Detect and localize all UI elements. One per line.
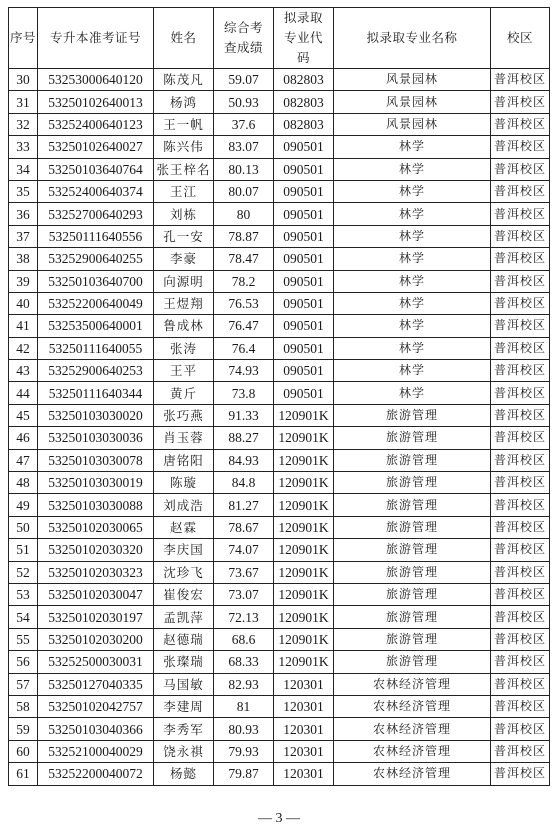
cell-seq: 60 [9, 740, 38, 762]
cell-exam-number: 53250111640556 [38, 225, 154, 247]
cell-seq: 54 [9, 606, 38, 628]
cell-name: 张巧燕 [154, 404, 214, 426]
table-row [9, 136, 550, 158]
cell-major-code: 120901K [274, 472, 334, 494]
header-score [214, 8, 274, 69]
cell-name: 陈茂凡 [154, 69, 214, 91]
cell-major-code: 120901K [274, 449, 334, 471]
header-campus: 校区 [491, 8, 550, 69]
cell-name: 张璨瑞 [154, 651, 214, 673]
cell-major-code: 090501 [274, 270, 334, 292]
table-row [9, 315, 550, 337]
cell-score: 78.67 [214, 516, 274, 538]
table-row [9, 404, 550, 426]
cell-score: 84.8 [214, 472, 274, 494]
cell-campus: 普洱校区 [491, 427, 550, 449]
cell-name: 马国敏 [154, 673, 214, 695]
cell-score: 68.6 [214, 628, 274, 650]
cell-seq: 32 [9, 113, 38, 135]
cell-major-name: 旅游管理 [334, 516, 491, 538]
cell-major-code: 120901K [274, 651, 334, 673]
table-row [9, 606, 550, 628]
cell-exam-number: 53252500030031 [38, 651, 154, 673]
cell-exam-number: 53252200640049 [38, 292, 154, 314]
cell-seq: 58 [9, 695, 38, 717]
cell-name: 陈兴伟 [154, 136, 214, 158]
cell-campus: 普洱校区 [491, 203, 550, 225]
cell-major-name: 林学 [334, 225, 491, 247]
cell-major-code: 120301 [274, 718, 334, 740]
table-row [9, 472, 550, 494]
cell-exam-number: 53252400640123 [38, 113, 154, 135]
cell-campus: 普洱校区 [491, 69, 550, 91]
cell-campus: 普洱校区 [491, 673, 550, 695]
cell-seq: 43 [9, 360, 38, 382]
cell-name: 王江 [154, 180, 214, 202]
cell-exam-number: 53250111640055 [38, 337, 154, 359]
cell-major-name: 旅游管理 [334, 472, 491, 494]
cell-major-code: 090501 [274, 180, 334, 202]
cell-name: 黄斤 [154, 382, 214, 404]
cell-name: 孔一安 [154, 225, 214, 247]
table-row [9, 583, 550, 605]
cell-score: 80.07 [214, 180, 274, 202]
header-major-code [274, 8, 334, 69]
cell-major-code: 090501 [274, 248, 334, 270]
cell-score: 76.53 [214, 292, 274, 314]
cell-exam-number: 53250103040366 [38, 718, 154, 740]
cell-seq: 37 [9, 225, 38, 247]
cell-exam-number: 53250103640700 [38, 270, 154, 292]
cell-exam-number: 53250127040335 [38, 673, 154, 695]
cell-seq: 33 [9, 136, 38, 158]
cell-seq: 55 [9, 628, 38, 650]
cell-seq: 41 [9, 315, 38, 337]
cell-score: 73.07 [214, 583, 274, 605]
cell-score: 59.07 [214, 69, 274, 91]
cell-seq: 35 [9, 180, 38, 202]
cell-major-code: 090501 [274, 203, 334, 225]
cell-major-name: 林学 [334, 136, 491, 158]
cell-campus: 普洱校区 [491, 740, 550, 762]
cell-score: 78.2 [214, 270, 274, 292]
cell-campus: 普洱校区 [491, 472, 550, 494]
cell-campus: 普洱校区 [491, 292, 550, 314]
cell-seq: 39 [9, 270, 38, 292]
cell-seq: 30 [9, 69, 38, 91]
cell-major-code: 120901K [274, 427, 334, 449]
cell-campus: 普洱校区 [491, 695, 550, 717]
cell-major-name: 风景园林 [334, 69, 491, 91]
cell-name: 刘栋 [154, 203, 214, 225]
cell-major-name: 农林经济管理 [334, 740, 491, 762]
cell-score: 79.93 [214, 740, 274, 762]
cell-major-code: 120901K [274, 606, 334, 628]
cell-name: 向源明 [154, 270, 214, 292]
cell-name: 张涛 [154, 337, 214, 359]
cell-exam-number: 53250103030088 [38, 494, 154, 516]
cell-major-code: 120901K [274, 583, 334, 605]
cell-name: 王平 [154, 360, 214, 382]
cell-major-name: 旅游管理 [334, 539, 491, 561]
table-row [9, 494, 550, 516]
cell-major-name: 林学 [334, 382, 491, 404]
cell-exam-number: 53252200040072 [38, 763, 154, 785]
cell-campus: 普洱校区 [491, 382, 550, 404]
cell-campus: 普洱校区 [491, 763, 550, 785]
cell-campus: 普洱校区 [491, 337, 550, 359]
cell-major-code: 090501 [274, 337, 334, 359]
table-row [9, 382, 550, 404]
cell-seq: 61 [9, 763, 38, 785]
cell-campus: 普洱校区 [491, 91, 550, 113]
cell-name: 肖玉蓉 [154, 427, 214, 449]
cell-major-code: 120901K [274, 628, 334, 650]
cell-name: 李豪 [154, 248, 214, 270]
table-row [9, 718, 550, 740]
cell-major-name: 林学 [334, 180, 491, 202]
cell-major-code: 090501 [274, 360, 334, 382]
cell-major-name: 林学 [334, 248, 491, 270]
cell-seq: 38 [9, 248, 38, 270]
cell-seq: 36 [9, 203, 38, 225]
cell-score: 80.13 [214, 158, 274, 180]
cell-seq: 34 [9, 158, 38, 180]
table-row [9, 516, 550, 538]
cell-seq: 42 [9, 337, 38, 359]
cell-major-code: 090501 [274, 136, 334, 158]
cell-seq: 44 [9, 382, 38, 404]
table-row [9, 113, 550, 135]
cell-seq: 53 [9, 583, 38, 605]
cell-campus: 普洱校区 [491, 628, 550, 650]
cell-score: 73.8 [214, 382, 274, 404]
cell-campus: 普洱校区 [491, 158, 550, 180]
table-row [9, 673, 550, 695]
cell-major-name: 旅游管理 [334, 494, 491, 516]
cell-score: 76.47 [214, 315, 274, 337]
cell-major-code: 120901K [274, 539, 334, 561]
cell-score: 91.33 [214, 404, 274, 426]
cell-name: 张王梓名 [154, 158, 214, 180]
cell-campus: 普洱校区 [491, 516, 550, 538]
cell-name: 刘成浩 [154, 494, 214, 516]
cell-exam-number: 53250102030047 [38, 583, 154, 605]
cell-exam-number: 53250103030036 [38, 427, 154, 449]
cell-name: 沈珍飞 [154, 561, 214, 583]
cell-major-name: 旅游管理 [334, 404, 491, 426]
cell-name: 李庆国 [154, 539, 214, 561]
cell-name: 崔俊宏 [154, 583, 214, 605]
cell-major-code: 090501 [274, 158, 334, 180]
cell-name: 李秀军 [154, 718, 214, 740]
table-row [9, 449, 550, 471]
cell-name: 唐铭阳 [154, 449, 214, 471]
cell-score: 68.33 [214, 651, 274, 673]
cell-score: 50.93 [214, 91, 274, 113]
header-seq: 序号 [9, 8, 38, 69]
page-number: — 3 — [258, 811, 300, 826]
cell-exam-number: 53250102042757 [38, 695, 154, 717]
cell-exam-number: 53253000640120 [38, 69, 154, 91]
cell-campus: 普洱校区 [491, 583, 550, 605]
cell-exam-number: 53252700640293 [38, 203, 154, 225]
cell-major-name: 林学 [334, 158, 491, 180]
cell-major-code: 082803 [274, 113, 334, 135]
cell-major-name: 旅游管理 [334, 583, 491, 605]
cell-campus: 普洱校区 [491, 651, 550, 673]
cell-major-code: 082803 [274, 69, 334, 91]
cell-seq: 57 [9, 673, 38, 695]
cell-campus: 普洱校区 [491, 449, 550, 471]
cell-major-name: 林学 [334, 292, 491, 314]
cell-name: 赵霖 [154, 516, 214, 538]
cell-major-name: 农林经济管理 [334, 695, 491, 717]
cell-major-name: 旅游管理 [334, 561, 491, 583]
cell-score: 37.6 [214, 113, 274, 135]
table-row [9, 695, 550, 717]
cell-name: 饶永祺 [154, 740, 214, 762]
table-row [9, 539, 550, 561]
cell-score: 83.07 [214, 136, 274, 158]
table-row [9, 248, 550, 270]
cell-campus: 普洱校区 [491, 113, 550, 135]
table-row [9, 69, 550, 91]
cell-campus: 普洱校区 [491, 248, 550, 270]
cell-major-name: 旅游管理 [334, 606, 491, 628]
cell-seq: 49 [9, 494, 38, 516]
cell-seq: 52 [9, 561, 38, 583]
cell-name: 陈璇 [154, 472, 214, 494]
cell-name: 杨鸿 [154, 91, 214, 113]
cell-major-name: 旅游管理 [334, 628, 491, 650]
header-major-code-text: 拟录取专业代码 [283, 10, 323, 65]
cell-major-code: 090501 [274, 225, 334, 247]
cell-major-name: 风景园林 [334, 113, 491, 135]
cell-score: 81.27 [214, 494, 274, 516]
table-row [9, 360, 550, 382]
cell-score: 79.87 [214, 763, 274, 785]
cell-score: 80.93 [214, 718, 274, 740]
cell-seq: 48 [9, 472, 38, 494]
cell-score: 73.67 [214, 561, 274, 583]
cell-major-name: 农林经济管理 [334, 718, 491, 740]
cell-major-name: 旅游管理 [334, 651, 491, 673]
cell-exam-number: 53252400640374 [38, 180, 154, 202]
header-score-text: 综合考查成绩 [223, 20, 263, 55]
table-row [9, 561, 550, 583]
cell-exam-number: 53250111640344 [38, 382, 154, 404]
cell-score: 72.13 [214, 606, 274, 628]
cell-exam-number: 53250102030323 [38, 561, 154, 583]
cell-exam-number: 53252100040029 [38, 740, 154, 762]
header-exam-number: 专升本准考证号 [38, 8, 154, 69]
cell-name: 王煜翔 [154, 292, 214, 314]
table-row [9, 740, 550, 762]
cell-campus: 普洱校区 [491, 561, 550, 583]
cell-major-code: 120301 [274, 673, 334, 695]
cell-major-name: 农林经济管理 [334, 673, 491, 695]
cell-major-name: 风景园林 [334, 91, 491, 113]
cell-score: 74.93 [214, 360, 274, 382]
cell-name: 王一帆 [154, 113, 214, 135]
cell-campus: 普洱校区 [491, 718, 550, 740]
cell-exam-number: 53250102030197 [38, 606, 154, 628]
cell-major-name: 林学 [334, 337, 491, 359]
cell-score: 80 [214, 203, 274, 225]
cell-score: 88.27 [214, 427, 274, 449]
table-row [9, 158, 550, 180]
cell-score: 74.07 [214, 539, 274, 561]
cell-seq: 59 [9, 718, 38, 740]
cell-major-name: 旅游管理 [334, 449, 491, 471]
cell-major-code: 082803 [274, 91, 334, 113]
cell-campus: 普洱校区 [491, 225, 550, 247]
cell-seq: 31 [9, 91, 38, 113]
cell-score: 78.47 [214, 248, 274, 270]
cell-major-code: 120901K [274, 516, 334, 538]
cell-name: 赵德瑞 [154, 628, 214, 650]
table-body [9, 69, 550, 786]
cell-major-code: 120301 [274, 695, 334, 717]
cell-major-code: 120901K [274, 494, 334, 516]
cell-exam-number: 53250102030200 [38, 628, 154, 650]
cell-major-name: 林学 [334, 270, 491, 292]
cell-name: 鲁成林 [154, 315, 214, 337]
cell-exam-number: 53250103030019 [38, 472, 154, 494]
cell-seq: 51 [9, 539, 38, 561]
cell-campus: 普洱校区 [491, 404, 550, 426]
table-row [9, 337, 550, 359]
cell-seq: 47 [9, 449, 38, 471]
cell-major-name: 林学 [334, 315, 491, 337]
table-row [9, 651, 550, 673]
cell-name: 杨懿 [154, 763, 214, 785]
cell-major-name: 农林经济管理 [334, 763, 491, 785]
admission-table [8, 7, 550, 786]
cell-name: 李建周 [154, 695, 214, 717]
cell-exam-number: 53250102640013 [38, 91, 154, 113]
table-row [9, 763, 550, 785]
cell-exam-number: 53253500640001 [38, 315, 154, 337]
table-header-row [9, 8, 550, 69]
cell-campus: 普洱校区 [491, 494, 550, 516]
cell-major-name: 旅游管理 [334, 427, 491, 449]
cell-seq: 46 [9, 427, 38, 449]
cell-major-code: 090501 [274, 382, 334, 404]
cell-name: 孟凯萍 [154, 606, 214, 628]
cell-major-code: 120301 [274, 763, 334, 785]
cell-seq: 45 [9, 404, 38, 426]
cell-seq: 56 [9, 651, 38, 673]
cell-score: 78.87 [214, 225, 274, 247]
header-major-name: 拟录取专业名称 [334, 8, 491, 69]
table-row [9, 203, 550, 225]
cell-exam-number: 53250103640764 [38, 158, 154, 180]
cell-score: 84.93 [214, 449, 274, 471]
cell-exam-number: 53250102030320 [38, 539, 154, 561]
cell-campus: 普洱校区 [491, 270, 550, 292]
cell-seq: 50 [9, 516, 38, 538]
header-name: 姓名 [154, 8, 214, 69]
table-row [9, 270, 550, 292]
cell-major-code: 120901K [274, 561, 334, 583]
cell-campus: 普洱校区 [491, 136, 550, 158]
cell-major-name: 林学 [334, 360, 491, 382]
cell-campus: 普洱校区 [491, 315, 550, 337]
table-row [9, 91, 550, 113]
table-row [9, 225, 550, 247]
cell-major-code: 120301 [274, 740, 334, 762]
cell-exam-number: 53252900640253 [38, 360, 154, 382]
cell-exam-number: 53250103030020 [38, 404, 154, 426]
cell-score: 81 [214, 695, 274, 717]
table-row [9, 180, 550, 202]
table-row [9, 292, 550, 314]
cell-exam-number: 53252900640255 [38, 248, 154, 270]
table-row [9, 427, 550, 449]
cell-exam-number: 53250102640027 [38, 136, 154, 158]
cell-score: 76.4 [214, 337, 274, 359]
cell-seq: 40 [9, 292, 38, 314]
cell-campus: 普洱校区 [491, 180, 550, 202]
cell-exam-number: 53250103030078 [38, 449, 154, 471]
cell-major-code: 090501 [274, 315, 334, 337]
cell-major-code: 120901K [274, 404, 334, 426]
table-row [9, 628, 550, 650]
cell-major-name: 林学 [334, 203, 491, 225]
cell-campus: 普洱校区 [491, 606, 550, 628]
cell-campus: 普洱校区 [491, 539, 550, 561]
cell-campus: 普洱校区 [491, 360, 550, 382]
cell-score: 82.93 [214, 673, 274, 695]
cell-exam-number: 53250102030065 [38, 516, 154, 538]
cell-major-code: 090501 [274, 292, 334, 314]
